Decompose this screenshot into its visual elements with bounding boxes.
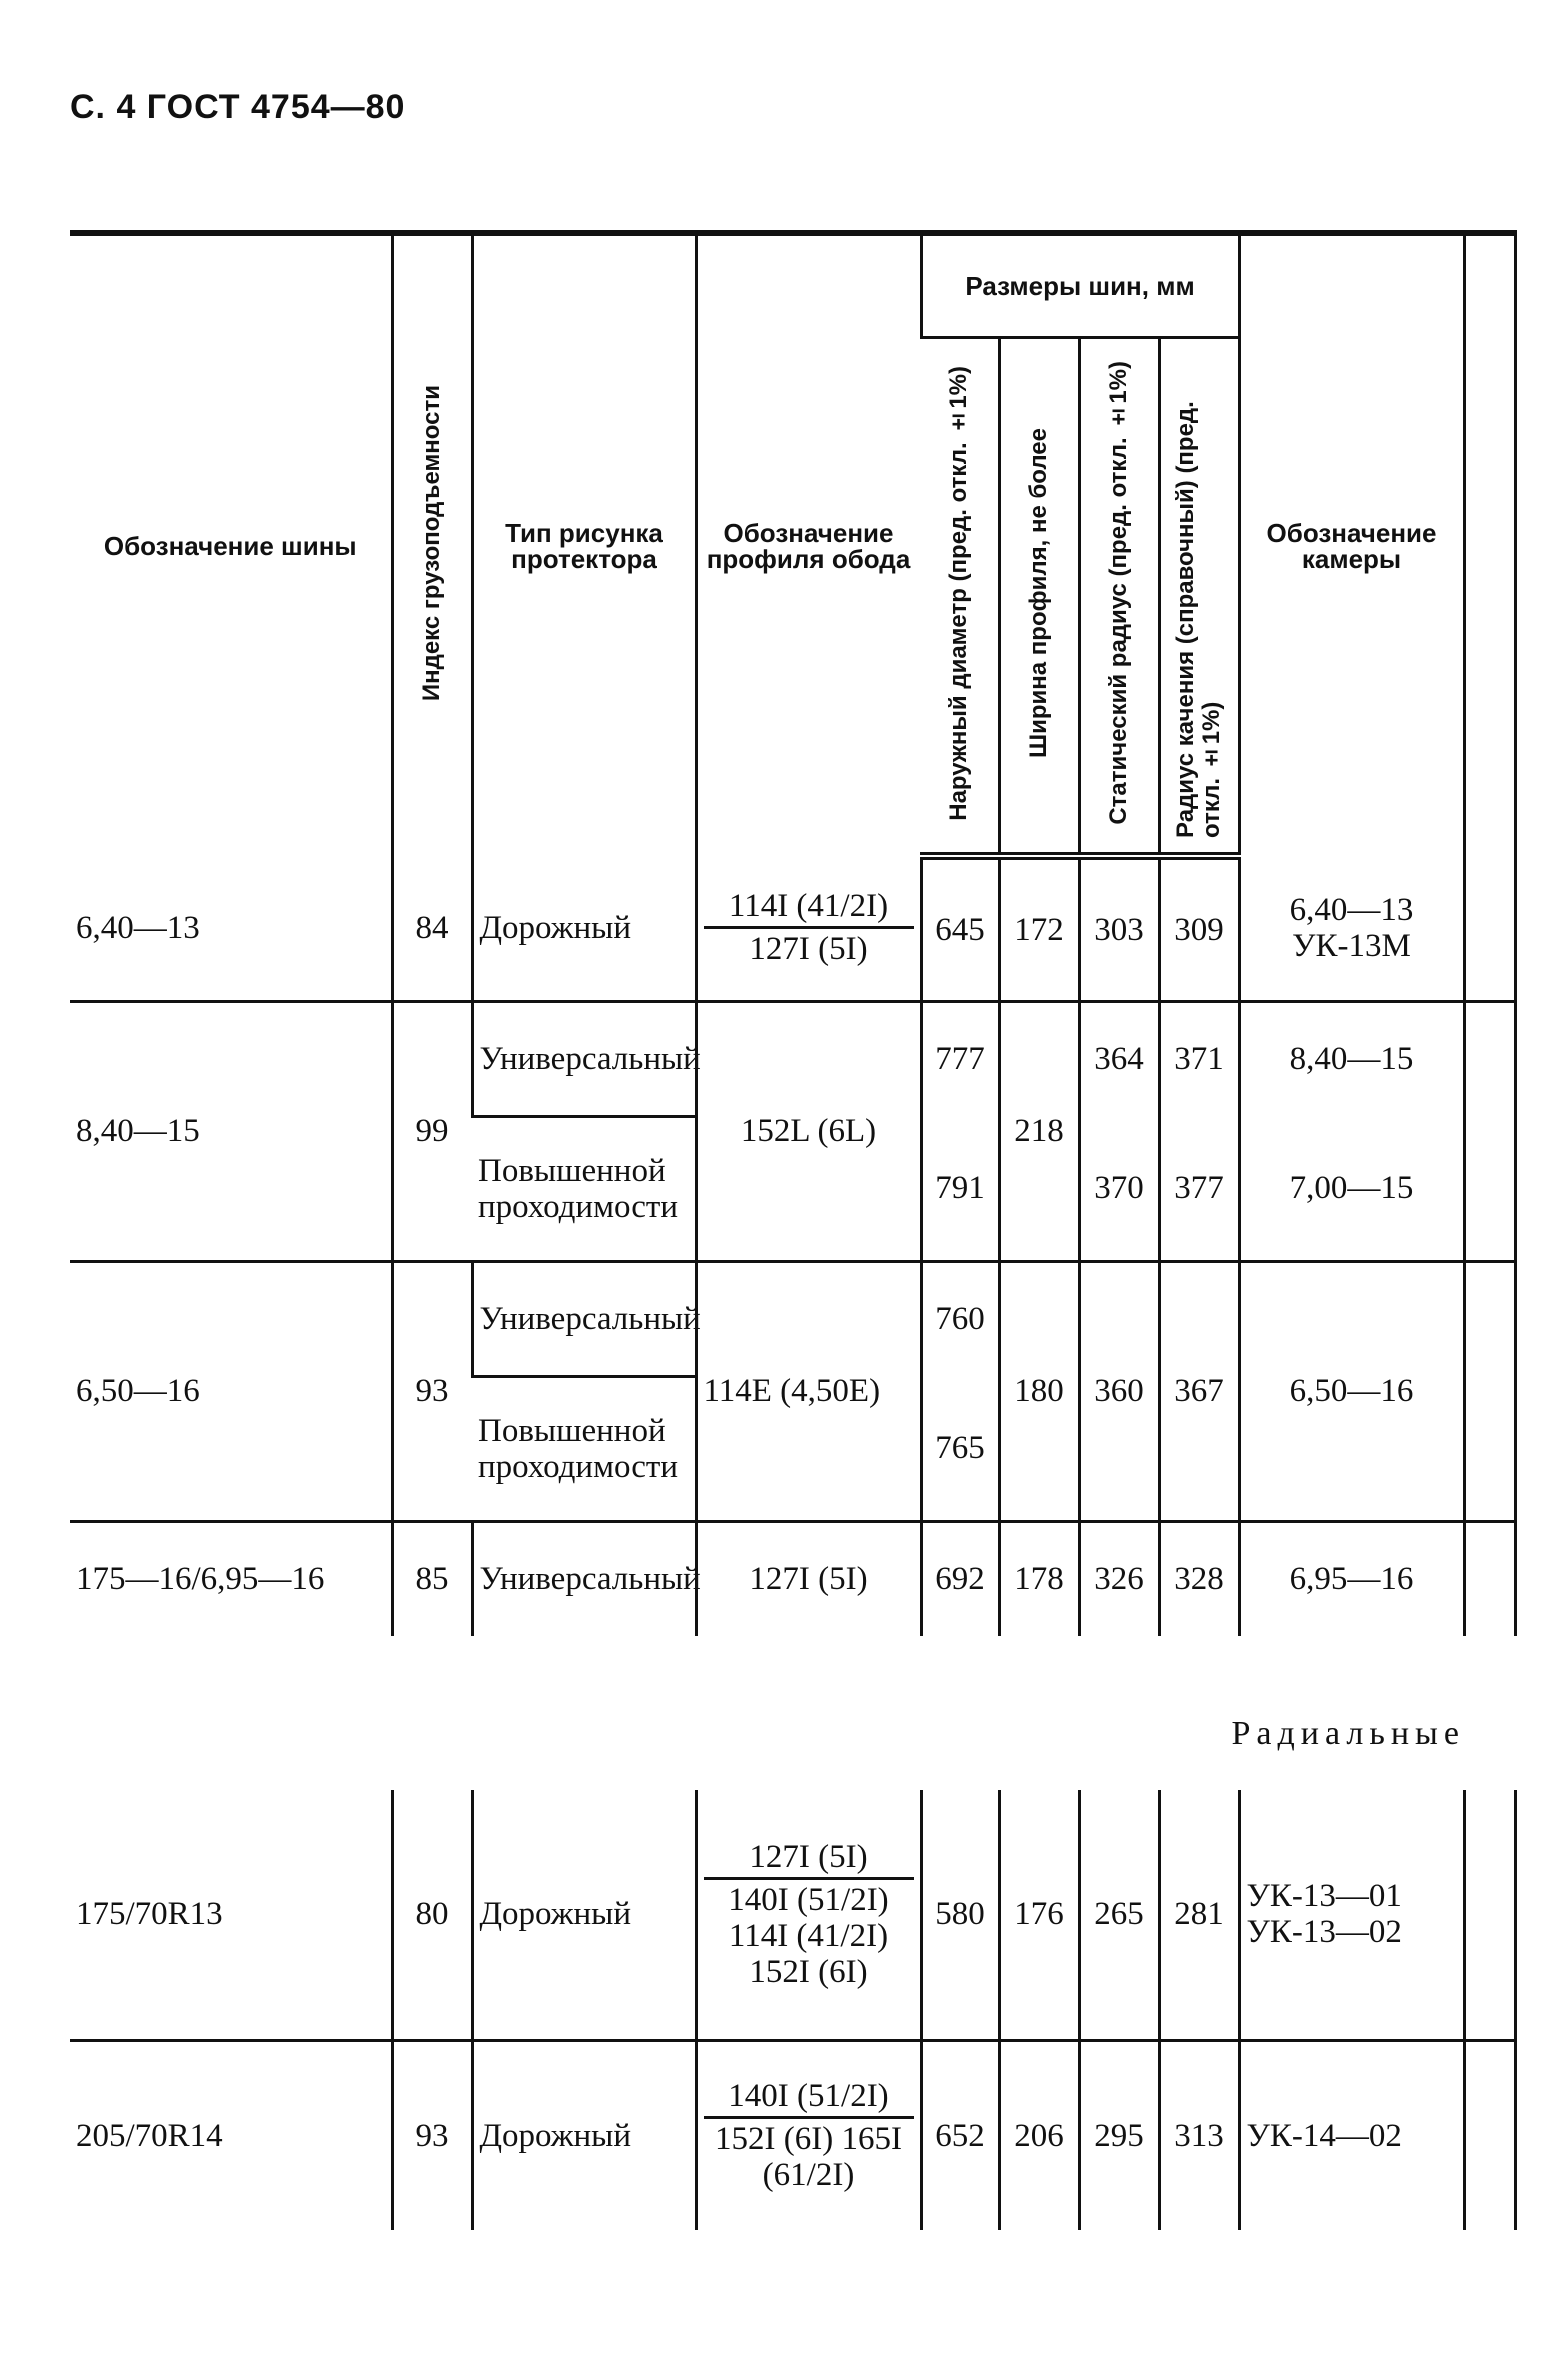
- rolling-cell: 281: [1159, 1790, 1239, 2040]
- rolling-cell: 371: [1159, 1001, 1239, 1116]
- tube-cell: 6,50—16: [1239, 1261, 1464, 1521]
- rim-cell: 152L (6L): [696, 1001, 921, 1261]
- tire-spec-table: [70, 230, 1517, 1636]
- diam-cell: 760: [921, 1261, 999, 1376]
- tire-cell: 175/70R13: [70, 1790, 392, 2040]
- tread-cell: Повышенной проходимости: [472, 1376, 696, 1521]
- col-load-index: Индекс грузоподъемности: [392, 233, 472, 856]
- tread-cell: Дорожный: [472, 2040, 696, 2230]
- width-cell: 206: [999, 2040, 1079, 2230]
- tread-cell: Дорожный: [472, 856, 696, 1001]
- static-cell: 295: [1079, 2040, 1159, 2230]
- static-cell: 360: [1079, 1261, 1159, 1521]
- table-row: [70, 1790, 1515, 2040]
- diam-cell: 791: [921, 1116, 999, 1261]
- radial-tire-table: [70, 1790, 1517, 2230]
- tread-cell: Универсальный: [472, 1001, 696, 1116]
- col-static-radius: Статический радиус (пред. откл. ±1%): [1079, 338, 1159, 857]
- table-row: [70, 1261, 1515, 1376]
- rim-cell: 114E (4,50E): [696, 1261, 921, 1521]
- tube-cell: 6,95—16: [1239, 1521, 1464, 1636]
- load-cell: 80: [392, 1790, 472, 2040]
- tube-cell: 8,40—15: [1239, 1001, 1464, 1116]
- tire-cell: 6,50—16: [70, 1261, 392, 1521]
- col-sizes-group: Размеры шин, мм: [921, 233, 1239, 338]
- load-cell: 85: [392, 1521, 472, 1636]
- rim-cell: 127I (5I): [696, 1521, 921, 1636]
- static-cell: 303: [1079, 856, 1159, 1001]
- rolling-cell: 309: [1159, 856, 1239, 1001]
- col-tire: Обозначение шины: [103, 531, 357, 561]
- col-outer-diameter: Наружный диаметр (пред. откл. ±1%): [921, 338, 999, 857]
- width-cell: 180: [999, 1261, 1079, 1521]
- static-cell: 326: [1079, 1521, 1159, 1636]
- rolling-cell: 313: [1159, 2040, 1239, 2230]
- tread-cell: Универсальный: [472, 1261, 696, 1376]
- tube-cell: 7,00—15: [1239, 1116, 1464, 1261]
- table-row: [70, 856, 1515, 1001]
- tire-cell: 8,40—15: [70, 1001, 392, 1261]
- diam-cell: 580: [921, 1790, 999, 2040]
- static-cell: 364: [1079, 1001, 1159, 1116]
- col-rim: Обозначение профиля обода: [696, 233, 921, 856]
- page-header: С. 4 ГОСТ 4754—80: [70, 88, 406, 126]
- rim-cell: 140I (51/2I) 152I (6I) 165I (61/2I): [696, 2040, 921, 2230]
- width-cell: 218: [999, 1001, 1079, 1261]
- load-cell: 93: [392, 2040, 472, 2230]
- col-tube: Обозначение камеры: [1239, 233, 1464, 856]
- tube-cell: 6,40—13 УК-13М: [1239, 856, 1464, 1001]
- load-cell: 99: [392, 1001, 472, 1261]
- static-cell: 265: [1079, 1790, 1159, 2040]
- table-row: [70, 1521, 1515, 1636]
- tire-cell: 205/70R14: [76, 2117, 223, 2154]
- tread-cell: Универсальный: [472, 1521, 696, 1636]
- diam-cell: 652: [921, 2040, 999, 2230]
- tread-cell: Повышенной проходимости: [472, 1116, 696, 1261]
- col-tread: Тип рисунка протектора: [472, 233, 696, 856]
- col-rolling-radius: Радиус качения (справочный) (пред. откл. ±1%): [1159, 338, 1239, 857]
- diam-cell: 777: [921, 1001, 999, 1116]
- tube-cell: УК-14—02: [1239, 2040, 1464, 2230]
- table-row: [70, 1001, 1515, 1116]
- load-cell: 93: [392, 1261, 472, 1521]
- rolling-cell: 328: [1159, 1521, 1239, 1636]
- rim-cell: 114I (41/2I) 127I (5I): [696, 856, 921, 1001]
- rolling-cell: 367: [1159, 1261, 1239, 1521]
- width-cell: 172: [999, 856, 1079, 1001]
- tread-cell: Дорожный: [472, 1790, 696, 2040]
- table-row: [70, 2040, 1515, 2230]
- section-title-radial: Радиальные: [1231, 1715, 1465, 1752]
- diam-cell: 692: [921, 1521, 999, 1636]
- tire-cell: 175—16/6,95—16: [76, 1561, 325, 1598]
- diam-cell: 765: [921, 1376, 999, 1521]
- rim-cell: 127I (5I) 140I (51/2I) 114I (41/2I) 152I (6I): [696, 1790, 921, 2040]
- diam-cell: 645: [921, 856, 999, 1001]
- width-cell: 176: [999, 1790, 1079, 2040]
- rolling-cell: 377: [1159, 1116, 1239, 1261]
- width-cell: 178: [999, 1521, 1079, 1636]
- load-cell: 84: [392, 856, 472, 1001]
- static-cell: 370: [1079, 1116, 1159, 1261]
- tire-cell: 6,40—13: [70, 856, 392, 1001]
- tube-cell: УК-13—01 УК-13—02: [1239, 1790, 1464, 2040]
- col-width: Ширина профиля, не более: [999, 338, 1079, 857]
